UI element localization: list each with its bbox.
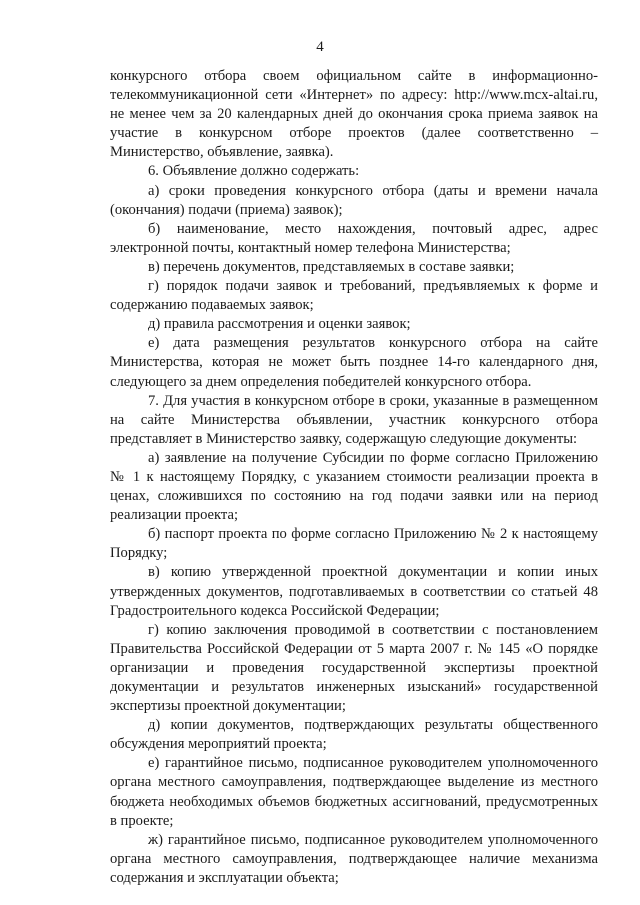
paragraph-7g: г) копию заключения проводимой в соответствии с постановлением Правительства Российской Федерации от 5 марта 2007 г. № 145 «О порядке организации и проведения государственной экспертизы проектной документации и результатов инженерных изысканий» государственной экспертизы проектной документации; <box>110 621 598 715</box>
paragraph-7v: в) копию утвержденной проектной документации и копии иных утвержденных документов, подготавливаемых в соответствии со статьей 48 Градостроительного кодекса Российской Федерации; <box>110 564 598 619</box>
paragraph-6e: е) дата размещения результатов конкурсного отбора на сайте Министерства, которая не может быть позднее 14-го календарного дня, следующего за днем определения победителей конкурсного отбора. <box>110 335 598 390</box>
paragraph-6d: д) правила рассмотрения и оценки заявок; <box>148 316 411 333</box>
paragraph-7zh: ж) гарантийное письмо, подписанное руководителем уполномоченного органа местного самоуправления, подтверждающее наличие механизма содержания и эксплуатации объекта; <box>110 831 598 886</box>
paragraph-section-6-heading: 6. Объявление должно содержать: <box>148 163 360 180</box>
page-number: 4 <box>316 39 324 55</box>
paragraph-6v: в) перечень документов, представляемых в составе заявки; <box>148 258 515 275</box>
paragraph-6b: б) наименование, место нахождения, почтовый адрес, адрес электронной почты, контактный номер телефона Министерства; <box>110 220 598 256</box>
paragraph-7b: б) паспорт проекта по форме согласно Приложению № 2 к настоящему Порядку; <box>110 526 598 562</box>
paragraph-7e: е) гарантийное письмо, подписанное руководителем уполномоченного органа местного самоуправления, подтверждающее выделение из местного бюджета необходимых объемов бюджетных ассигнований, предусмотренных в проекте; <box>110 755 598 829</box>
paragraph-7a: а) заявление на получение Субсидии по форме согласно Приложению № 1 к настоящему Порядку, с указанием стоимости реализации проекта в ценах, сложившихся по состоянию на год подачи заявки или на период реализации проекта; <box>110 449 598 524</box>
document-body <box>110 67 598 888</box>
paragraph-6a: а) сроки проведения конкурсного отбора (даты и времени начала (окончания) подачи (приема) заявок); <box>110 182 598 218</box>
paragraph-6g: г) порядок подачи заявок и требований, предъявляемых к форме и содержанию подаваемых заявок; <box>110 278 598 314</box>
paragraph-7d: д) копии документов, подтверждающих результаты общественного обсуждения мероприятий проекта; <box>110 717 598 753</box>
paragraph-continuation: конкурсного отбора своем официальном сайте в информационно-телекоммуникационной сети «Интернет» по адресу: http://www.mcx-altai.ru, не менее чем за 20 календарных дней до окончания срока приема заявок на участие в конкурсном отборе проектов (далее соответственно – Министерство, объявление, заявка). <box>110 68 598 161</box>
paragraph-section-7: 7. Для участия в конкурсном отборе в сроки, указанные в размещенном на сайте Министерства объявлении, участник конкурсного отбора представляет в Министерство заявку, содержащую следующие документы: <box>110 392 598 447</box>
